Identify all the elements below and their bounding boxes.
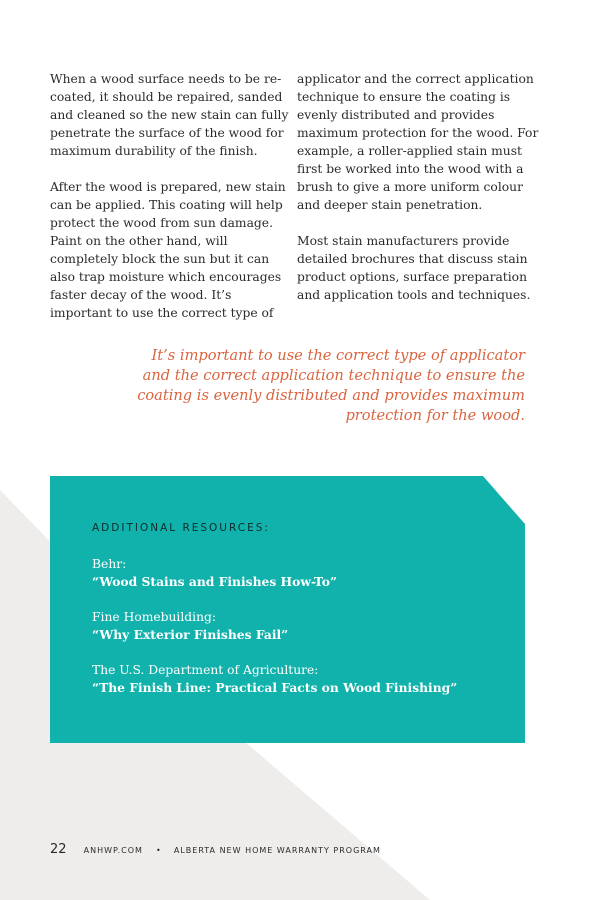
resource-item [92,661,512,697]
body-paragraph: Most stain manufacturers provide detailed brochures that discuss stain product options, surface preparation and application tools and techniques. [297,234,531,302]
body-column-right [297,70,547,304]
resource-item [92,555,512,591]
page-footer [50,838,381,857]
body-column-left [50,70,295,322]
resource-source: Behr: [92,557,127,571]
body-paragraph: After the wood is prepared, new stain can be applied. This coating will help protect the wood from sun damage. Paint on the other hand, will completely block the sun but it can also trap moisture which encourages faster decay of the wood. It’s important to use the correct type of [50,180,286,320]
resource-source: Fine Homebuilding: [92,610,217,624]
resource-item [92,608,512,644]
resource-title[interactable]: “The Finish Line: Practical Facts on Wood Finishing” [92,680,458,695]
additional-resources-box [50,476,525,743]
pull-quote: It’s important to use the correct type of applicator and the correct application technique to ensure the coating is evenly distributed and provides maximum protection for the wood. [137,347,525,424]
resource-source: The U.S. Department of Agriculture: [92,663,319,677]
resource-title[interactable]: “Wood Stains and Finishes How-To” [92,574,338,589]
resources-heading: ADDITIONAL RESOURCES: [92,522,270,534]
body-paragraph: applicator and the correct application technique to ensure the coating is evenly distributed and provides maximum protection for the wood. For example, a roller-applied stain must first be worked into the wood with a brush to give a more uniform colour and deeper stain penetration. [297,72,539,212]
resource-content [92,522,512,714]
body-paragraph: When a wood surface needs to be re-coated, it should be repaired, sanded and cleaned so the new stain can fully penetrate the surface of the wood for maximum durability of the finish. [50,72,289,158]
footer-website-link[interactable]: ANHWP.COM [83,846,143,855]
page-number: 22 [50,842,67,857]
resource-title[interactable]: “Why Exterior Finishes Fail” [92,627,289,642]
footer-organization: ALBERTA NEW HOME WARRANTY PROGRAM [173,846,381,855]
footer-separator: • [156,846,161,855]
